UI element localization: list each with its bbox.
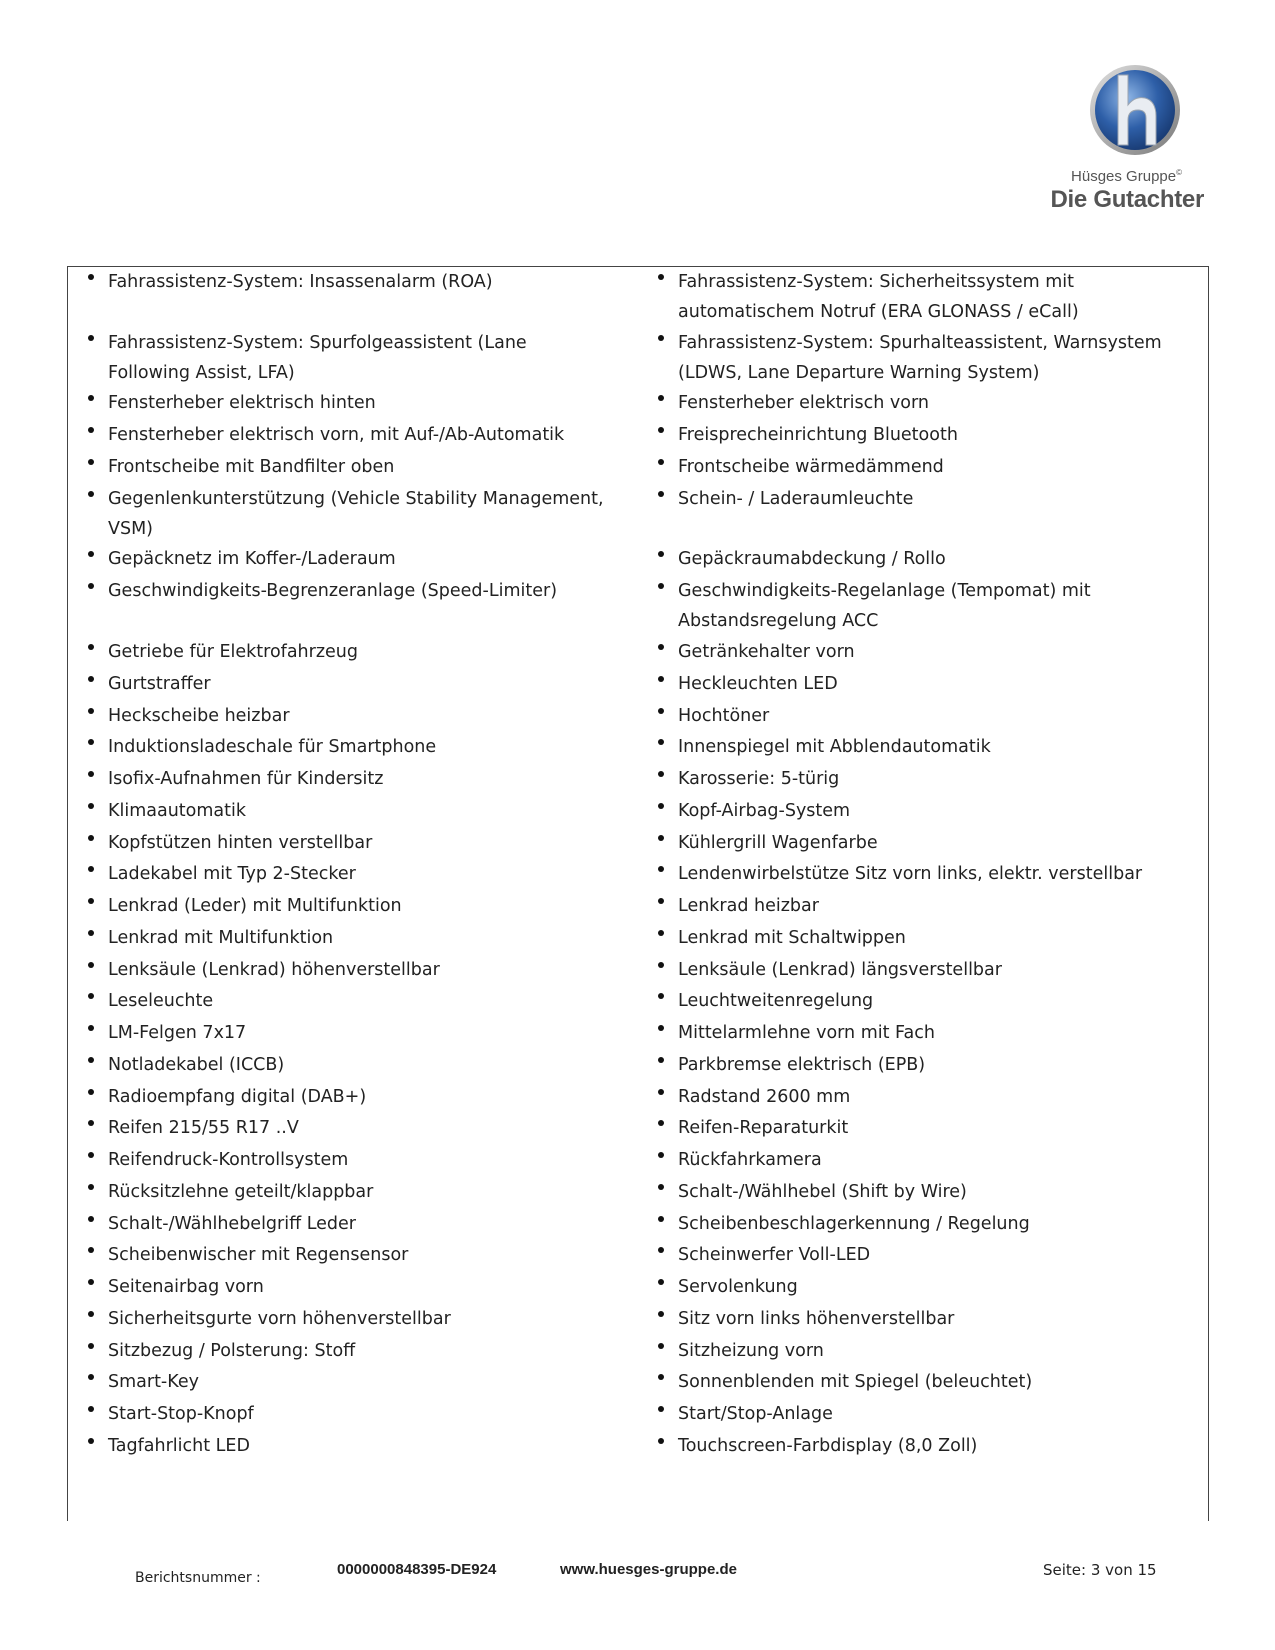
group-name: Hüsges Gruppe©	[1071, 168, 1182, 185]
list-item: Ladekabel mit Typ 2-Stecker	[88, 859, 608, 889]
list-item: Freisprecheinrichtung Bluetooth	[658, 420, 1178, 450]
list-item: Scheinwerfer Voll-LED	[658, 1240, 1178, 1270]
list-item: Lenksäule (Lenkrad) längsverstellbar	[658, 955, 1178, 985]
list-item: Tagfahrlicht LED	[88, 1431, 608, 1461]
list-item: Radioempfang digital (DAB+)	[88, 1082, 608, 1112]
list-item: Fensterheber elektrisch vorn	[658, 388, 1178, 418]
list-item: Gepäcknetz im Koffer-/Laderaum	[88, 544, 608, 574]
list-item: Gurtstraffer	[88, 669, 608, 699]
list-item: Sonnenblenden mit Spiegel (beleuchtet)	[658, 1367, 1178, 1397]
list-item: Sitzbezug / Polsterung: Stoff	[88, 1336, 608, 1366]
list-item: Induktionsladeschale für Smartphone	[88, 732, 608, 762]
list-item: Schalt-/Wählhebel (Shift by Wire)	[658, 1177, 1178, 1207]
list-item: Getränkehalter vorn	[658, 637, 1178, 667]
company-subtitle: Die Gutachter	[1050, 186, 1204, 213]
list-item: Start/Stop-Anlage	[658, 1399, 1178, 1429]
list-item: Lenkrad mit Schaltwippen	[658, 923, 1178, 953]
h-logo-icon	[1088, 60, 1183, 165]
list-item: Reifen-Reparaturkit	[658, 1113, 1178, 1143]
list-item: Rückfahrkamera	[658, 1145, 1178, 1175]
list-item: Leuchtweitenregelung	[658, 986, 1178, 1016]
list-item: Gepäckraumabdeckung / Rollo	[658, 544, 1178, 574]
list-item: Gegenlenkunterstützung (Vehicle Stability Management, VSM)	[88, 484, 608, 544]
list-item: Kopf-Airbag-System	[658, 796, 1178, 826]
list-item: Radstand 2600 mm	[658, 1082, 1178, 1112]
list-item: Start-Stop-Knopf	[88, 1399, 608, 1429]
page-number: Seite: 3 von 15	[1043, 1561, 1157, 1579]
list-item: Geschwindigkeits-Begrenzeranlage (Speed-Limiter)	[88, 576, 608, 606]
list-item: Karosserie: 5-türig	[658, 764, 1178, 794]
list-item: Parkbremse elektrisch (EPB)	[658, 1050, 1178, 1080]
equipment-list-box	[67, 266, 1209, 1521]
list-item: Sitzheizung vorn	[658, 1336, 1178, 1366]
list-item: Getriebe für Elektrofahrzeug	[88, 637, 608, 667]
list-item: Rücksitzlehne geteilt/klappbar	[88, 1177, 608, 1207]
website-link[interactable]: www.huesges-gruppe.de	[560, 1561, 737, 1578]
list-item: Fahrassistenz-System: Sicherheitssystem mit automatischem Notruf (ERA GLONASS / eCall)	[658, 267, 1178, 327]
list-item: Heckleuchten LED	[658, 669, 1178, 699]
list-item: Reifendruck-Kontrollsystem	[88, 1145, 608, 1175]
list-item: Lenkrad heizbar	[658, 891, 1178, 921]
list-item: LM-Felgen 7x17	[88, 1018, 608, 1048]
list-item: Schein- / Laderaumleuchte	[658, 484, 1178, 514]
list-item: Kühlergrill Wagenfarbe	[658, 828, 1178, 858]
list-item: Kopfstützen hinten verstellbar	[88, 828, 608, 858]
list-item: Fahrassistenz-System: Spurhalteassistent, Warnsystem (LDWS, Lane Departure Warning System)	[658, 328, 1178, 388]
list-item: Hochtöner	[658, 701, 1178, 731]
list-item: Fensterheber elektrisch hinten	[88, 388, 608, 418]
report-number: 0000000848395-DE924	[337, 1561, 497, 1578]
list-item: Lendenwirbelstütze Sitz vorn links, elektr. verstellbar	[658, 859, 1178, 889]
list-item: Scheibenwischer mit Regensensor	[88, 1240, 608, 1270]
list-item: Geschwindigkeits-Regelanlage (Tempomat) mit Abstandsregelung ACC	[658, 576, 1178, 636]
list-item: Scheibenbeschlagerkennung / Regelung	[658, 1209, 1178, 1239]
list-item: Heckscheibe heizbar	[88, 701, 608, 731]
list-item: Fahrassistenz-System: Spurfolgeassistent (Lane Following Assist, LFA)	[88, 328, 608, 388]
list-item: Frontscheibe mit Bandfilter oben	[88, 452, 608, 482]
list-item: Fensterheber elektrisch vorn, mit Auf-/Ab-Automatik	[88, 420, 608, 450]
company-logo	[1050, 55, 1210, 215]
list-item: Frontscheibe wärmedämmend	[658, 452, 1178, 482]
list-item: Reifen 215/55 R17 ..V	[88, 1113, 608, 1143]
list-item: Mittelarmlehne vorn mit Fach	[658, 1018, 1178, 1048]
list-item: Innenspiegel mit Abblendautomatik	[658, 732, 1178, 762]
report-number-label: Berichtsnummer :	[135, 1570, 261, 1586]
list-item: Leseleuchte	[88, 986, 608, 1016]
list-item: Seitenairbag vorn	[88, 1272, 608, 1302]
list-item: Smart-Key	[88, 1367, 608, 1397]
list-item: Klimaautomatik	[88, 796, 608, 826]
list-item: Lenkrad (Leder) mit Multifunktion	[88, 891, 608, 921]
list-item: Servolenkung	[658, 1272, 1178, 1302]
list-item: Fahrassistenz-System: Insassenalarm (ROA)	[88, 267, 608, 297]
list-item: Sitz vorn links höhenverstellbar	[658, 1304, 1178, 1334]
list-item: Touchscreen-Farbdisplay (8,0 Zoll)	[658, 1431, 1178, 1461]
list-item: Lenksäule (Lenkrad) höhenverstellbar	[88, 955, 608, 985]
list-item: Sicherheitsgurte vorn höhenverstellbar	[88, 1304, 608, 1334]
list-item: Isofix-Aufnahmen für Kindersitz	[88, 764, 608, 794]
list-item: Notladekabel (ICCB)	[88, 1050, 608, 1080]
list-item: Schalt-/Wählhebelgriff Leder	[88, 1209, 608, 1239]
list-item: Lenkrad mit Multifunktion	[88, 923, 608, 953]
